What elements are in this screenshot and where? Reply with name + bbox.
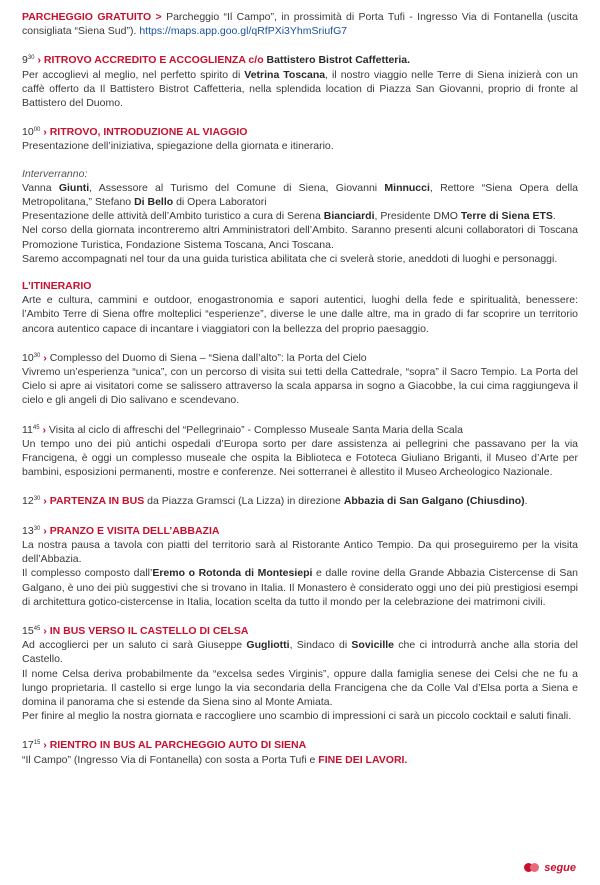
time-0930: $9^{30}$ <box>22 54 35 67</box>
section-1145-title: Visita al ciclo di affreschi del “Pellegrinaio” - Complesso Museale Santa Maria della Scala <box>46 423 463 436</box>
programme-page <box>22 10 578 780</box>
section-1715-title: RIENTRO IN BUS AL PARCHEGGIO AUTO DI SIENA <box>49 739 307 752</box>
time-1545: $15^{45}$ <box>22 624 41 637</box>
speakers-note: Nel corso della giornata incontreremo altri Amministratori dell’Ambito. Saranno presenti alcuni collaboratori di Toscana Promozione Turistica, Fondazione Sistema Toscana, Anci Toscana. <box>22 224 578 251</box>
arrow-icon: › <box>43 624 47 637</box>
arrow-icon: › <box>43 495 47 508</box>
speakers-list: Vanna Giunti, Assessore al Turismo del Comune di Siena, Giovanni Minnucci, Rettore “Siena Opera della Metropolitana,” Stefano Di Bello di Opera Laboratori <box>22 181 578 209</box>
time-1145: $11^{45}$ <box>22 423 40 436</box>
section-0930-venue: Battistero Bistrot Caffetteria. <box>266 54 411 67</box>
section-1145 <box>22 421 578 480</box>
section-1000-title: RITROVO, INTRODUZIONE AL VIAGGIO <box>49 126 248 139</box>
arrow-icon: › <box>43 739 47 752</box>
arrow-icon: › <box>37 54 41 67</box>
section-0930-title: RITROVO ACCREDITO E ACCOGLIENZA c/o <box>43 54 264 67</box>
itinerary-body: Arte e cultura, cammini e outdoor, enogastronomia e sapori autentici, luoghi della fede e spiritualità, benessere: l’Ambito Terre di Siena offre molteplici “esperienze”, diverse le une dalle altre, ma in grado di far scoprire un territorio ancora autentico capace di incantare i viaggiatori con la bellezza del proprio paesaggio. <box>22 294 578 335</box>
speakers-presentation: Presentazione delle attività dell’Ambito turistico a cura di Serena Bianciardi, Presidente DMO Terre di Siena ETS. <box>22 210 556 223</box>
speakers-guide: Saremo accompagnati nel tour da una guida turistica abilitata che ci svelerà storie, aneddoti di luoghi e personaggi. <box>22 252 558 265</box>
section-1545-title: IN BUS VERSO IL CASTELLO DI CELSA <box>49 624 249 637</box>
section-0930-body: Per accoglievi al meglio, nel perfetto spirito di Vetrina Toscana, il nostro viaggio nelle Terre di Siena inizierà con un caffè offerto da Il Battistero Bistrot Caffetteria, nella splendida location di Piazza San Giovanni, proprio di fronte al Battistero del Duomo. <box>22 68 578 110</box>
parking-text: Parcheggio “Il Campo”, in prossimità di Porta Tufi - Ingresso Via di Fontanella (uscita consigliata “Siena Sud”). <box>22 11 578 38</box>
continues-indicator <box>524 861 576 875</box>
section-1545-body-2: Il nome Celsa deriva probabilmente da “excelsa sedes Virginis”, oppure dalla famiglia senese dei Celsi che ne fu a lungo proprietaria. Il castello si erge lungo la via secondaria della Francigena che da Colle Val d’Elsa porta a Siena e domina il panorama che si estende da Siena sino al Monte Amiata. <box>22 667 578 708</box>
section-1715-heading <box>22 736 578 752</box>
section-1145-body: Un tempo uno dei più antichi ospedali d’Europa sorto per dare assistenza ai pellegrini che passavano per la via Francigena, è oggi un complesso museale che ospita la Biblioteca e Fototeca Giuliano Briganti, il Museo d’Arte per bambini, esposizioni permanenti, mostre e conferenze. Nei sotterranei è allestito il Museo Archeologico Nazionale. <box>22 437 578 479</box>
section-1330-body: La nostra pausa a tavola con piatti del territorio sarà al Ristorante Antico Tempio. Da qui proseguiremo per la visita dell’Abbazia. <box>22 538 578 566</box>
time-1000: $10^{00}$ <box>22 126 41 139</box>
time-1230: $12^{30}$ <box>22 495 41 508</box>
section-1030 <box>22 349 578 408</box>
section-1545-body-3: Per finire al meglio la nostra giornata e raccogliere uno scambio di impressioni ci sarà un piccolo cocktail e saluti finali. <box>22 710 572 723</box>
parking-info <box>22 10 578 38</box>
time-1715: $17^{15}$ <box>22 739 41 752</box>
itinerary <box>22 279 578 336</box>
dots-icon <box>524 863 539 872</box>
section-1230 <box>22 492 578 508</box>
section-1545-heading <box>22 622 578 638</box>
parking-label: PARCHEGGIO GRATUITO > <box>22 11 162 23</box>
speakers-intro: Interverranno: <box>22 167 88 180</box>
section-1030-heading <box>22 349 578 365</box>
itinerary-title: L’ITINERARIO <box>22 280 92 293</box>
arrow-icon: › <box>42 423 47 436</box>
section-0930 <box>22 51 578 110</box>
section-1230-heading: $12^{30}$ › PARTENZA IN BUS da Piazza Gramsci (La Lizza) in direzione Abbazia di San Galgano (Chiusdino). <box>22 495 528 508</box>
section-1330 <box>22 522 578 609</box>
section-1545 <box>22 622 578 723</box>
section-1030-title: Complesso del Duomo di Siena – “Siena dall’alto”: la Porta del Cielo <box>46 351 367 364</box>
section-1715-body: “Il Campo” (Ingresso Via di Fontanella) con sosta a Porta Tufi e FINE DEI LAVORI. <box>22 753 408 766</box>
parking-map-link[interactable]: https://maps.app.goo.gl/qRfPXi3YhmSriufG7 <box>139 25 348 38</box>
arrow-icon: › <box>43 524 47 537</box>
section-0930-heading <box>22 51 578 67</box>
continues-label: segue <box>544 861 576 874</box>
section-1145-heading <box>22 421 578 437</box>
arrow-icon: › <box>43 126 47 139</box>
section-1030-body: Vivremo un’esperienza “unica”, con un percorso di visita sui tetti della Cattedrale, “sopra” il Sacro Tempio. La Porta del Cielo si apre ai visitatori come se salissero attraverso la scala apparsa in sogno a Giacobbe, la cui cima raggiungeva il cielo e gli angeli di Dio salivano e scendevano. <box>22 366 578 407</box>
arrow-icon: › <box>43 351 47 364</box>
speakers <box>22 167 578 266</box>
section-1000-heading <box>22 123 578 139</box>
section-1000-body: Presentazione dell’iniziativa, spiegazione della giornata e itinerario. <box>22 140 334 153</box>
time-1330: $13^{30}$ <box>22 524 41 537</box>
section-1330-title: PRANZO E VISITA DELL’ABBAZIA <box>49 524 220 537</box>
section-1230-title: PARTENZA IN BUS <box>49 495 145 508</box>
section-1000 <box>22 123 578 153</box>
time-1030: $10^{30}$ <box>22 351 41 364</box>
section-1545-body: Ad accoglierci per un saluto ci sarà Giuseppe Gugliotti, Sindaco di Sovicille che ci introdurrà anche alla storia del Castello. <box>22 639 578 666</box>
section-1330-heading <box>22 522 578 538</box>
section-1715 <box>22 736 578 766</box>
section-1330-body-2: Il complesso composto dall’Eremo o Rotonda di Montesiepi e dalle rovine della Grande Abbazia Cistercense di San Galgano, è uno dei più suggestivi che si trovano in Italia. Il Monastero è considerato oggi uno dei più prestigiosi esempi di architettura gotico-cistercense in Italia, location scelta da tutto il mondo per la celebrazione dei matrimoni civili. <box>22 567 578 608</box>
